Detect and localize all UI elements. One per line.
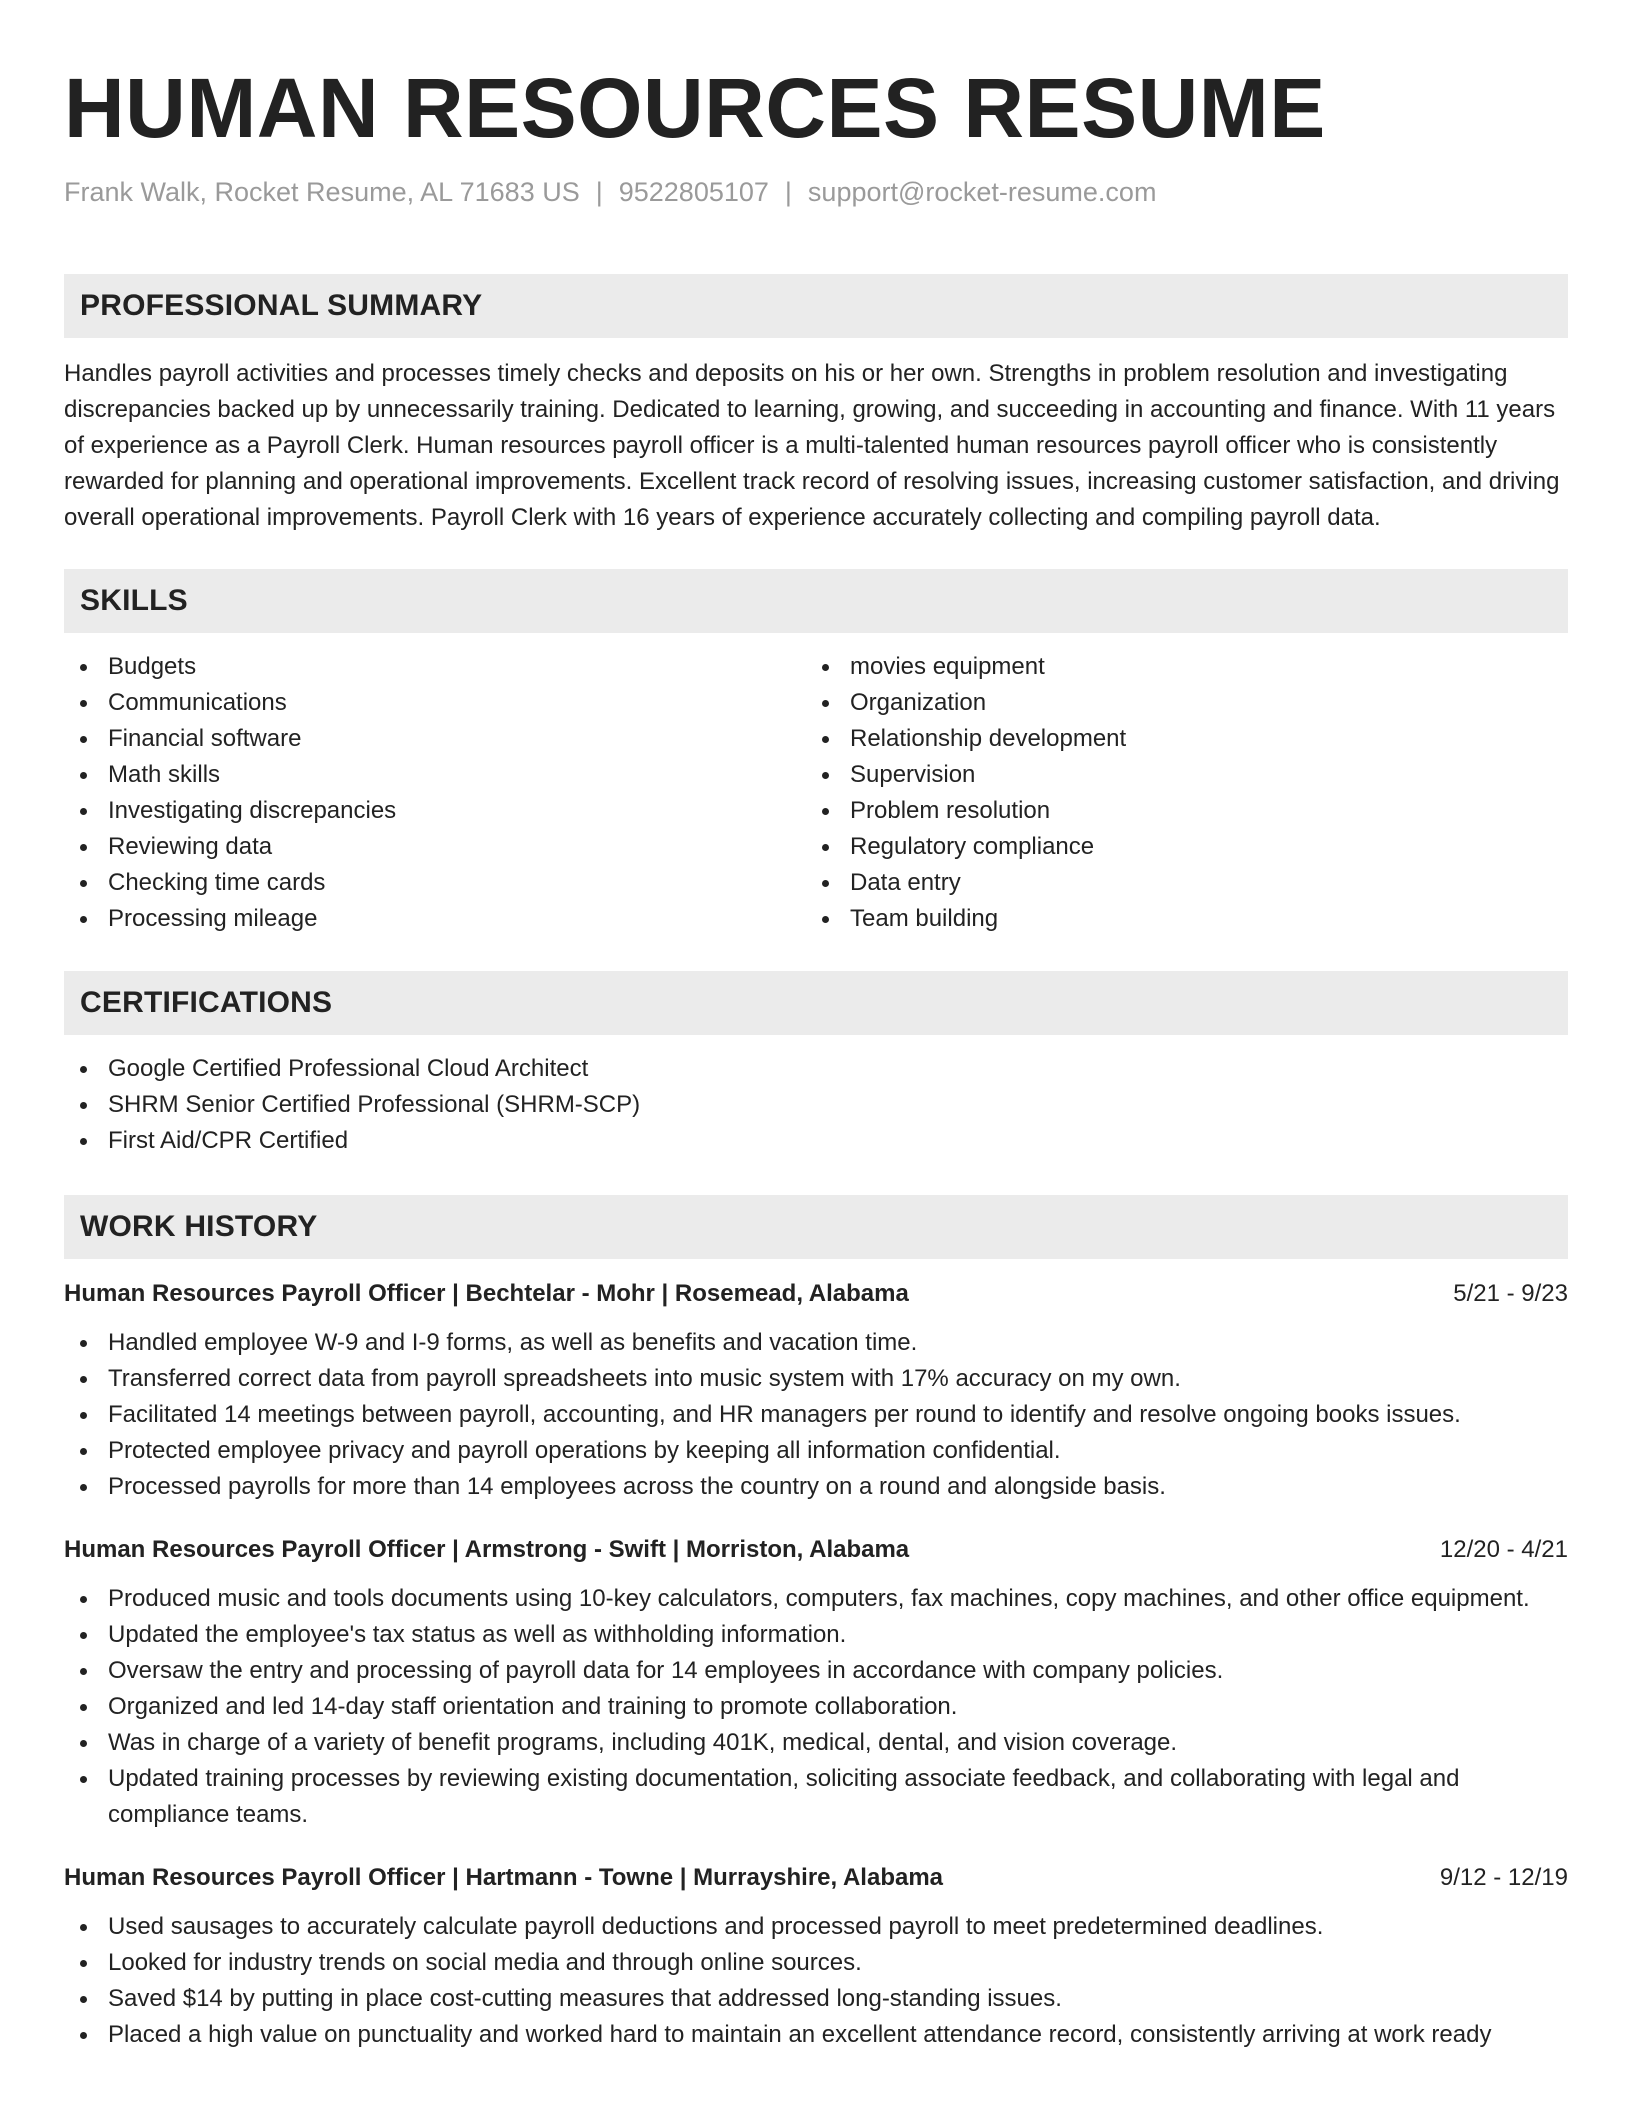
contact-email: support@rocket-resume.com bbox=[807, 177, 1157, 207]
job-bullet: Placed a high value on punctuality and worked hard to maintain an excellent attendance record, consistently arriving at work ready bbox=[64, 2017, 1568, 2053]
certification-item: Google Certified Professional Cloud Architect bbox=[64, 1051, 1568, 1087]
job-entry bbox=[64, 1533, 1568, 1833]
skill-item: Financial software bbox=[64, 721, 806, 757]
job-bullet: Facilitated 14 meetings between payroll, accounting, and HR managers per round to identify and resolve ongoing books issues. bbox=[64, 1397, 1568, 1433]
job-bullet: Was in charge of a variety of benefit programs, including 401K, medical, dental, and vision coverage. bbox=[64, 1725, 1568, 1761]
job-bullet: Updated training processes by reviewing existing documentation, soliciting associate feedback, and collaborating with legal and compliance teams. bbox=[64, 1761, 1568, 1833]
resume-title: HUMAN RESOURCES RESUME bbox=[64, 61, 1326, 155]
job-bullets bbox=[64, 1581, 1568, 1833]
summary-text: Handles payroll activities and processes timely checks and deposits on his or her own. Strengths in problem resolution and investigating discrepancies backed up by unnecessarily training. Dedicated to learning, growing, and succeeding in accounting and finance. With 11 years of experience as a Payroll Clerk. Human resources payroll officer is a multi-talented human resources payroll officer who is consistently rewarded for planning and operational improvements. Excellent track record of resolving issues, increasing customer satisfaction, and driving overall operational improvements. Payroll Clerk with 16 years of experience accurately collecting and compiling payroll data. bbox=[64, 360, 1560, 531]
skill-item: Checking time cards bbox=[64, 865, 806, 901]
job-bullet: Produced music and tools documents using 10-key calculators, computers, fax machines, copy machines, and other office equipment. bbox=[64, 1581, 1568, 1617]
job-dates: 9/12 - 12/19 bbox=[1439, 1864, 1568, 1891]
skill-item: Budgets bbox=[64, 649, 806, 685]
certification-item: SHRM Senior Certified Professional (SHRM-SCP) bbox=[64, 1087, 1568, 1123]
summary-heading: PROFESSIONAL SUMMARY bbox=[80, 289, 483, 322]
skill-item: Math skills bbox=[64, 757, 806, 793]
job-entry bbox=[64, 1277, 1568, 1505]
skills-list-right bbox=[806, 649, 1548, 937]
summary-section-header bbox=[64, 274, 1568, 338]
job-header bbox=[64, 1277, 1568, 1311]
work-history-heading: WORK HISTORY bbox=[80, 1210, 318, 1243]
skill-item: Investigating discrepancies bbox=[64, 793, 806, 829]
job-dates: 12/20 - 4/21 bbox=[1439, 1536, 1568, 1563]
job-bullet: Organized and led 14-day staff orientation and training to promote collaboration. bbox=[64, 1689, 1568, 1725]
job-dates: 5/21 - 9/23 bbox=[1453, 1280, 1568, 1307]
job-bullet: Protected employee privacy and payroll operations by keeping all information confidential. bbox=[64, 1433, 1568, 1469]
work-history-section-header bbox=[64, 1195, 1568, 1259]
contact-address: Frank Walk, Rocket Resume, AL 71683 US bbox=[64, 177, 580, 207]
certifications-heading: CERTIFICATIONS bbox=[80, 986, 333, 1019]
skill-item: Communications bbox=[64, 685, 806, 721]
skill-item: Supervision bbox=[806, 757, 1548, 793]
job-bullet: Transferred correct data from payroll spreadsheets into music system with 17% accuracy on my own. bbox=[64, 1361, 1568, 1397]
job-title: Human Resources Payroll Officer | Bechtelar - Mohr | Rosemead, Alabama bbox=[64, 1280, 909, 1307]
job-header bbox=[64, 1533, 1568, 1567]
skill-item: Problem resolution bbox=[806, 793, 1548, 829]
certifications-section-header bbox=[64, 971, 1568, 1035]
contact-separator: | bbox=[784, 177, 792, 207]
certification-item: First Aid/CPR Certified bbox=[64, 1123, 1568, 1159]
job-bullets bbox=[64, 1325, 1568, 1505]
skill-item: Reviewing data bbox=[64, 829, 806, 865]
skill-item: Organization bbox=[806, 685, 1548, 721]
skills-heading: SKILLS bbox=[80, 584, 188, 617]
certifications-list bbox=[64, 1051, 1568, 1159]
job-bullet: Oversaw the entry and processing of payroll data for 14 employees in accordance with company policies. bbox=[64, 1653, 1568, 1689]
skills-section-header bbox=[64, 569, 1568, 633]
skill-item: Team building bbox=[806, 901, 1548, 937]
skill-item: movies equipment bbox=[806, 649, 1548, 685]
job-bullet: Updated the employee's tax status as well as withholding information. bbox=[64, 1617, 1568, 1653]
job-entry bbox=[64, 1861, 1568, 2053]
job-bullet: Saved $14 by putting in place cost-cutting measures that addressed long-standing issues. bbox=[64, 1981, 1568, 2017]
job-bullet: Looked for industry trends on social media and through online sources. bbox=[64, 1945, 1568, 1981]
skills-columns bbox=[64, 649, 1568, 937]
job-bullet: Used sausages to accurately calculate payroll deductions and processed payroll to meet predetermined deadlines. bbox=[64, 1909, 1568, 1945]
job-bullet: Handled employee W-9 and I-9 forms, as well as benefits and vacation time. bbox=[64, 1325, 1568, 1361]
resume-page bbox=[64, 0, 1568, 2053]
job-bullet: Processed payrolls for more than 14 employees across the country on a round and alongside basis. bbox=[64, 1469, 1568, 1505]
job-bullets bbox=[64, 1909, 1568, 2053]
contact-separator: | bbox=[595, 177, 603, 207]
skills-list-left bbox=[64, 649, 806, 937]
skill-item: Processing mileage bbox=[64, 901, 806, 937]
contact-phone: 9522805107 bbox=[618, 177, 769, 207]
job-title: Human Resources Payroll Officer | Armstrong - Swift | Morriston, Alabama bbox=[64, 1536, 910, 1563]
job-title: Human Resources Payroll Officer | Hartmann - Towne | Murrayshire, Alabama bbox=[64, 1864, 944, 1891]
job-header bbox=[64, 1861, 1568, 1895]
contact-line bbox=[64, 176, 1568, 208]
skill-item: Regulatory compliance bbox=[806, 829, 1548, 865]
skill-item: Data entry bbox=[806, 865, 1548, 901]
skill-item: Relationship development bbox=[806, 721, 1548, 757]
